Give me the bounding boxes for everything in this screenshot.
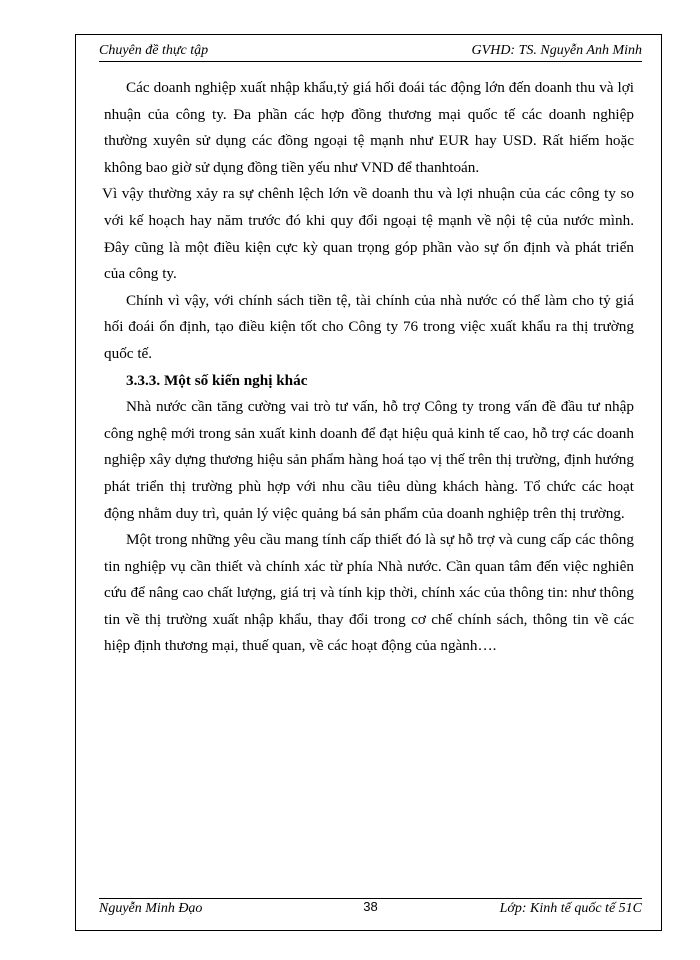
document-body (104, 75, 634, 660)
page-number: 38 (363, 899, 378, 914)
paragraph-information-support: Một trong những yêu cầu mang tính cấp thiết đó là sự hỗ trợ và cung cấp các thông tin nghiệp vụ cần thiết và chính xác từ phía Nhà nước. Cần quan tâm đến việc nghiên cứu để nâng cao chất lượng, giá trị và tính kịp thời, chính xác của thông tin: như thông tin về thị trường xuất nhập khẩu, thay đổi trong cơ chế chính sách, thông tin về các hiệp định thương mại, thuế quan, về các hoạt động của ngành…. (104, 531, 634, 655)
footer-class: Lớp: Kinh tế quốc tế 51C (499, 901, 642, 916)
header-report-title: Chuyên đề thực tập (99, 43, 209, 58)
paragraph-state-support: Nhà nước cần tăng cường vai trò tư vấn, hỗ trợ Công ty trong vấn đề đầu tư nhập công nghệ mới trong sản xuất kinh doanh để đạt hiệu quả kinh tế cao, hỗ trợ các doanh nghiệp xây dựng thương hiệu sản phẩm hàng hoá tạo vị thế trên thị trường, định hướng phát triển thị trường phù hợp với nhu cầu tiêu dùng khách hàng. Tổ chức các hoạt động nhằm duy trì, quản lý việc quảng bá sản phẩm của doanh nghiệp trên thị trường. (104, 398, 634, 522)
paragraph-exchange-rate-impact: Các doanh nghiệp xuất nhập khẩu,tỷ giá hối đoái tác động lớn đến doanh thu và lợi nhuận của công ty. Đa phần các hợp đồng thương mại quốc tế các doanh nghiệp thường xuyên sử dụng các đồng ngoại tệ mạnh như EUR hay USD. Rất hiếm hoặc không bao giờ sử dụng đồng tiền yếu như VND để thanhtoán. (104, 79, 634, 176)
section-heading: 3.3.3. Một số kiến nghị khác (126, 371, 308, 389)
page-footer (99, 898, 642, 920)
header-supervisor: GVHD: TS. Nguyễn Anh Minh (471, 43, 642, 58)
footer-author: Nguyễn Minh Đạo (99, 901, 203, 916)
paragraph-monetary-policy: Chính vì vậy, với chính sách tiền tệ, tài chính của nhà nước có thể làm cho tỷ giá hối đoái ổn định, tạo điều kiện tốt cho Công ty 76 trong việc xuất khẩu ra thị trường quốc tế. (104, 291, 634, 362)
page-header (99, 40, 642, 62)
paragraph-revenue-difference: Vì vậy thường xảy ra sự chênh lệch lớn về doanh thu và lợi nhuận của các công ty so với kế hoạch hay năm trước đó khi quy đổi ngoại tệ mạnh về nội tệ của nước mình. Đây cũng là một điều kiện cực kỳ quan trọng góp phần vào sự ổn định và phát triển của công ty. (102, 185, 634, 283)
